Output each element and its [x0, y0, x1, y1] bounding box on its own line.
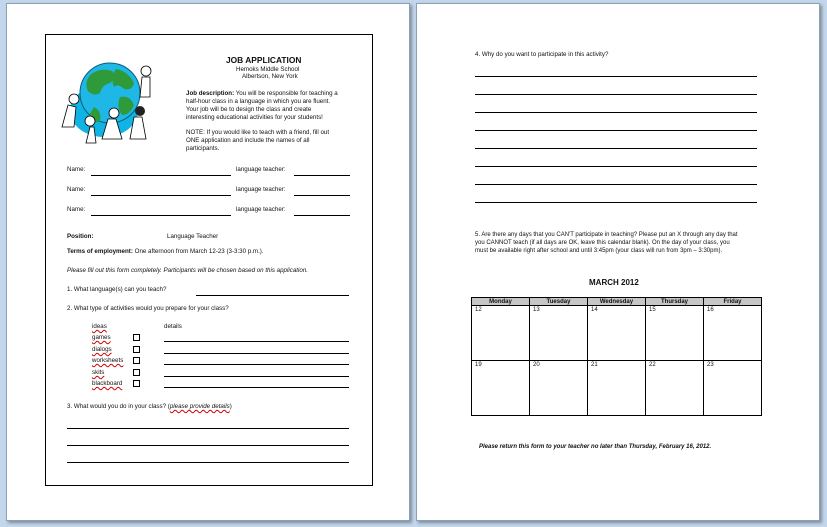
- name-field[interactable]: [91, 175, 231, 176]
- calendar-week-row: [472, 361, 762, 416]
- form-title: JOB APPLICATION: [226, 55, 302, 65]
- calendar-header-row: [472, 298, 762, 306]
- question-5-line: 5. Are there any days that you CAN'T participate in teaching? Please put an X through any day that: [475, 232, 738, 238]
- calendar-day-cell[interactable]: 15: [646, 306, 704, 361]
- terms-label: Terms of employment:: [67, 248, 133, 255]
- page-1-border: [45, 34, 373, 486]
- terms-value: One afternoon from March 12-23 (3-3:30 p.m.).: [132, 248, 264, 255]
- language-teacher-field[interactable]: [294, 175, 350, 176]
- calendar-day-cell[interactable]: 19: [472, 361, 530, 416]
- details-label: details: [164, 323, 182, 330]
- answer-line[interactable]: [67, 428, 349, 429]
- question-1: 1. What language(s) can you teach?: [67, 286, 167, 293]
- job-description-line: half-hour class in a language in which you are fluent.: [186, 98, 331, 105]
- question-2: 2. What type of activities would you prepare for your class?: [67, 305, 229, 312]
- name-field[interactable]: [91, 195, 231, 196]
- calendar-day-cell[interactable]: 21: [588, 361, 646, 416]
- weekday-header: Tuesday: [530, 298, 588, 306]
- note-line: participants.: [186, 145, 220, 152]
- calendar-day-cell[interactable]: 13: [530, 306, 588, 361]
- question-3-text: 3. What would you do in your class? (: [67, 403, 170, 410]
- activity-checkbox[interactable]: [133, 369, 140, 376]
- job-description-label: Job description:: [186, 90, 235, 97]
- language-teacher-field[interactable]: [294, 215, 350, 216]
- march-calendar: [471, 297, 762, 416]
- details-field[interactable]: [164, 364, 349, 365]
- activity-checkbox[interactable]: [133, 357, 140, 364]
- activity-checkbox[interactable]: [133, 334, 140, 341]
- answer-line[interactable]: [475, 202, 757, 203]
- school-location: Albertson, New York: [242, 73, 298, 80]
- language-teacher-label: language teacher:: [236, 166, 286, 173]
- name-label: Name:: [67, 186, 86, 193]
- details-field[interactable]: [164, 341, 349, 342]
- question-4: 4. Why do you want to participate in this activity?: [475, 51, 609, 58]
- name-field[interactable]: [91, 215, 231, 216]
- weekday-header: Monday: [472, 298, 530, 306]
- question-3-close: ): [229, 403, 232, 410]
- calendar-title: MARCH 2012: [589, 278, 639, 287]
- answer-line[interactable]: [67, 462, 349, 463]
- answer-line[interactable]: [475, 76, 757, 77]
- activity-label: blackboard: [92, 380, 123, 387]
- weekday-header: Friday: [704, 298, 762, 306]
- weekday-header: Wednesday: [588, 298, 646, 306]
- answer-line[interactable]: [475, 184, 757, 185]
- job-description-line: interesting educational activities for your students!: [186, 114, 323, 121]
- activity-checkbox[interactable]: [133, 380, 140, 387]
- note-line: ONE application and include the names of all: [186, 137, 310, 144]
- question-3-hint: please provide details: [169, 403, 230, 410]
- calendar-day-cell[interactable]: 20: [530, 361, 588, 416]
- activity-label: worksheets: [92, 357, 124, 364]
- details-field[interactable]: [164, 387, 349, 388]
- school-name: Hemoks Middle School: [236, 66, 300, 73]
- calendar-day-cell[interactable]: 22: [646, 361, 704, 416]
- activity-label: skits: [92, 369, 105, 376]
- language-teacher-field[interactable]: [294, 195, 350, 196]
- document-page-1: [6, 3, 410, 521]
- activity-label: ideas: [92, 323, 107, 330]
- activity-label: dialogs: [92, 346, 112, 353]
- answer-line[interactable]: [475, 130, 757, 131]
- answer-line[interactable]: [475, 166, 757, 167]
- weekday-header: Thursday: [646, 298, 704, 306]
- terms-of-employment: [67, 248, 264, 256]
- language-teacher-label: language teacher:: [236, 186, 286, 193]
- details-field[interactable]: [164, 376, 349, 377]
- question-5-line: must be available right after school and until 3:45pm (your class will run from 3pm – 3:30pm).: [475, 248, 723, 254]
- calendar-day-cell[interactable]: 12: [472, 306, 530, 361]
- answer-line[interactable]: [475, 94, 757, 95]
- children-around-globe-icon: [54, 47, 162, 155]
- name-label: Name:: [67, 166, 86, 173]
- language-answer-field[interactable]: [196, 295, 349, 296]
- return-instructions: Please return this form to your teacher no later than Thursday, February 16, 2012.: [479, 444, 712, 450]
- calendar-day-cell[interactable]: 16: [704, 306, 762, 361]
- question-3: [67, 403, 232, 411]
- note-line: NOTE: If you would like to teach with a friend, fill out: [186, 129, 330, 136]
- name-label: Name:: [67, 206, 86, 213]
- answer-line[interactable]: [475, 112, 757, 113]
- job-description-line: You will be responsible for teaching a: [234, 90, 338, 97]
- form-instructions: Please fill out this form completely. Participants will be chosen based on this application.: [67, 267, 308, 274]
- job-description: [186, 90, 338, 98]
- answer-line[interactable]: [67, 445, 349, 446]
- calendar-day-cell[interactable]: 23: [704, 361, 762, 416]
- answer-line[interactable]: [475, 148, 757, 149]
- activity-label: games: [92, 334, 111, 341]
- document-page-2: [416, 3, 820, 521]
- language-teacher-label: language teacher:: [236, 206, 286, 213]
- calendar-week-row: [472, 306, 762, 361]
- job-description-line: Your job will be to design the class and create: [186, 106, 312, 113]
- position-label: Position:: [67, 233, 94, 240]
- activity-checkbox[interactable]: [133, 346, 140, 353]
- position-value: Language Teacher: [167, 233, 219, 240]
- details-field[interactable]: [164, 353, 349, 354]
- calendar-day-cell[interactable]: 14: [588, 306, 646, 361]
- question-5-line: you CANNOT teach (if all days are OK, leave this calendar blank). On the day of your class, you: [475, 240, 730, 246]
